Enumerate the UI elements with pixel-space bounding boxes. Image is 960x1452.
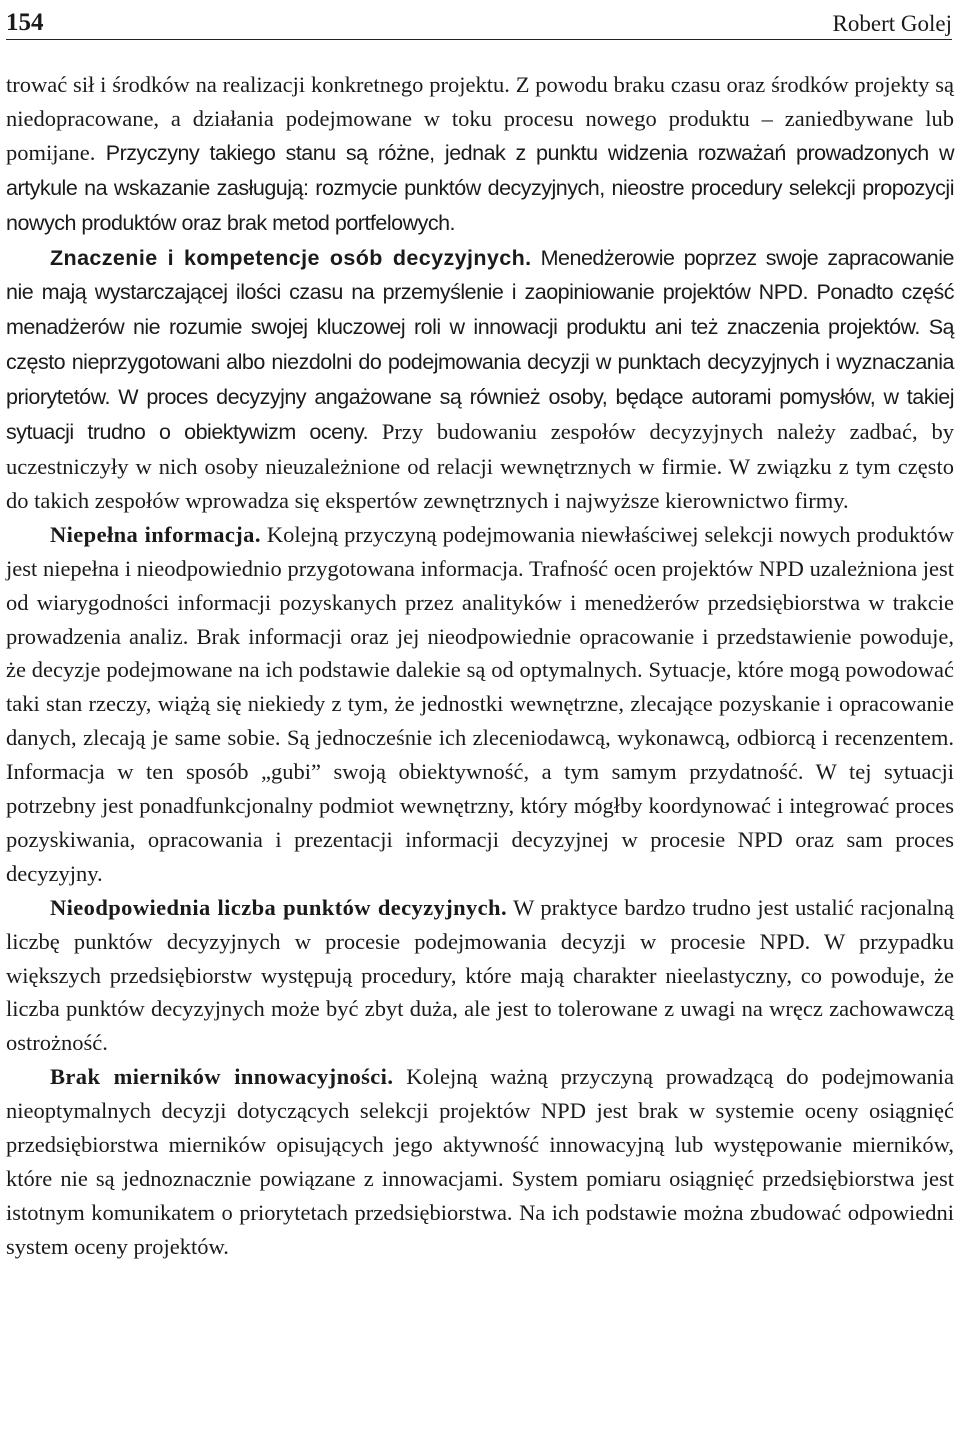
paragraph-lead-heading: Niepełna informacja. [50,521,261,547]
paragraph-decision-points [6,891,954,1061]
page-number: 154 [6,9,44,36]
paragraph-text: Kolejną ważną przyczyną prowadzącą do podejmowania nieoptymalnych decyzji dotyczących selekcji projektów NPD jest brak w systemie oceny osiągnięć przedsiębiorstwa mierników opisujących jego aktywność innowacyjną lub występowanie mierników, które nie są jednoznacznie powiązane z innowacjami. System pomiaru osiągnięć przedsiębiorstwa jest istotnym komunikatem o priorytetach przedsiębiorstwa. Na ich podstawie można zbudować odpowiedni system oceny projektów. [6,1064,955,1259]
paragraph-text: Kolejną przyczyną podejmowania niewłaściwej selekcji nowych produktów jest niepełna i nieodpowiednio przygotowana informacja. Trafność ocen projektów NPD uzależniona jest od wiarygodności informacji pozyskanych przez analityków i menedżerów przedsiębiorstwa w trakcie prowadzenia analiz. Brak informacji oraz jej nieodpowiednie opracowanie i przedstawienie powoduje, że decyzje podejmowane na ich podstawie dalekie są od optymalnych. Sytuacje, które mogą powodować taki stan rzeczy, wiążą się niekiedy z tym, że jednostki wewnętrzne, zlecające pozyskanie i opracowanie danych, zlecają je same sobie. Są jednocześnie ich zleceniodawcą, wykonawcą, odbiorcą i recenzentem. Informacja w ten sposób „gubi” swoją obiektywność, a tym samym przydatność. W tej sytuacji potrzebny jest ponadfunkcjonalny podmiot wewnętrzny, który mógłby koordynować i integrować proces pozyskiwania, opracowania i prezentacji informacji decyzyjnej w procesie NPD oraz sam proces decyzyjny. [6,521,954,886]
paragraph-text-condensed: Przyczyny takiego stanu są różne, jednak z punktu widzenia rozważań prowadzonych w artykule na wskazanie zasługują: rozmycie punktów decyzyjnych, nieostre procedury selekcji propozycji nowych produktów oraz brak metod portfelowych. [6,140,954,235]
paragraph-incomplete-information [6,518,954,891]
paragraph-text: Przy budowaniu zespołów decyzyjnych należy zadbać, by uczestniczyły w nich osoby nieuzależnione od relacji wewnętrznych w firmie. W związku z tym często do takich zespołów wprowadza się ekspertów zewnętrznych i najwyższe kierownictwo firmy. [6,419,954,513]
page-body [6,68,954,1264]
paragraph-text-condensed: Menedżerowie poprzez swoje zapracowanie nie mają wystarczającej ilości czasu na przemyślenie i zaopiniowanie projektów NPD. Ponadto część menadżerów nie rozumie swojej kluczowej roli w innowacji produktu ani też znaczenia projektów. Są często nieprzygotowani albo niezdolni do podejmowania decyzji w punktach decyzyjnych i wyznaczania priorytetów. W proces decyzyjny angażowane są również osoby, będące autorami pomysłów, w takiej sytuacji trudno o obiektywizm oceny. [6,245,954,445]
paragraph-lead-heading: Nieodpowiednia liczba punktów decyzyjnych. [50,894,507,920]
paragraph-decision-makers [6,241,954,518]
paragraph-text: W praktyce bardzo trudno jest ustalić racjonalną liczbę punktów decyzyjnych w procesie podejmowania decyzji w procesie NPD. W przypadku większych przedsiębiorstw występują procedury, które mają charakter nieelastyczny, co powoduje, że liczba punktów decyzyjnych może być zbyt duża, ale jest to tolerowane z uwagi na wręcz zachowawczą ostrożność. [6,894,955,1056]
running-header-author: Robert Golej [832,11,952,36]
paragraph-text: trować sił i środków na realizacji konkretnego projektu. Z powodu braku czasu oraz środków projekty są niedopracowane, a działania podejmowane w toku procesu nowego produktu – zaniedbywane lub pomijane. [6,72,954,165]
paragraph-lead-heading: Znaczenie i kompetencje osób decyzyjnych. [50,245,532,270]
paragraph-innovation-metrics [6,1060,954,1263]
paragraph-continuation [6,68,954,241]
running-header [6,0,952,40]
paragraph-lead-heading: Brak mierników innowacyjności. [50,1064,394,1090]
